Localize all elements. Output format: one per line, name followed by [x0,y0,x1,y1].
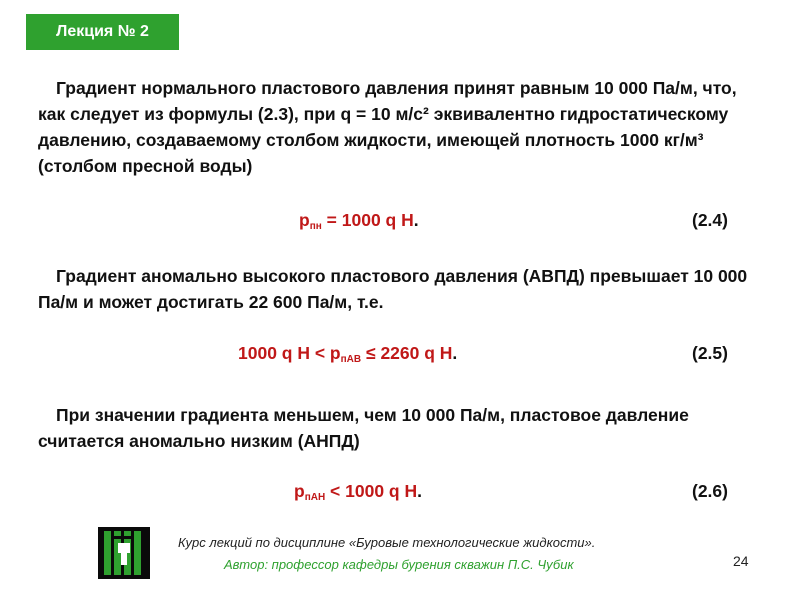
formula-2-4-rhs: = 1000 q H [321,210,414,230]
formula-2-5-expression [238,343,457,365]
paragraph-low-pressure-text: При значении градиента меньшем, чем 10 000 Па/м, пластовое давление считается аномально низким (АНПД) [38,405,689,451]
footer-course: Курс лекций по дисциплине «Буровые технологические жидкости». [178,535,596,550]
footer-author: Автор: профессор кафедры бурения скважин П.С. Чубик [224,557,574,572]
formula-2-6-expression [294,481,422,503]
formula-2-4-subscript: пн [309,221,322,232]
formula-2-6-rhs: < 1000 q H [325,481,418,501]
formula-2-4-symbol: p [299,210,310,230]
paragraph-low-pressure [38,402,758,454]
paragraph-normal-pressure [38,75,758,179]
formula-2-4-expression [299,210,419,232]
formula-2-6-subscript: пАН [304,492,326,503]
lecture-badge: Лекция № 2 [26,14,179,50]
formula-2-6-number: (2.6) [692,481,728,501]
formula-2-5-subscript: пАВ [340,354,362,365]
formula-2-5-rhs: ≤ 2260 q H [361,343,453,363]
paragraph-high-pressure-text: Градиент аномально высокого пластового давления (АВПД) превышает 10 000 Па/м и может достигать 22 600 Па/м, т.е. [38,266,748,312]
university-logo-icon [98,527,150,579]
formula-2-5-dot: . [452,343,458,363]
formula-2-5 [0,343,800,371]
formula-2-4 [0,210,800,238]
page-number: 24 [733,553,749,569]
formula-2-5-number: (2.5) [692,343,728,363]
formula-2-5-lhs: 1000 q H < p [238,343,341,363]
formula-2-4-number: (2.4) [692,210,728,230]
formula-2-6-symbol: p [294,481,305,501]
paragraph-normal-pressure-text: Градиент нормального пластового давления принят равным 10 000 Па/м, что, как следует из формулы (2.3), при q = 10 м/с² эквивалентно гидростатическому давлению, создаваемому столбом жидкости, имеющей плотность 1000 кг/м³ (столбом пресной воды) [38,78,737,176]
paragraph-high-pressure [38,263,758,315]
formula-2-6 [0,481,800,509]
formula-2-4-dot: . [413,210,419,230]
formula-2-6-dot: . [417,481,422,501]
